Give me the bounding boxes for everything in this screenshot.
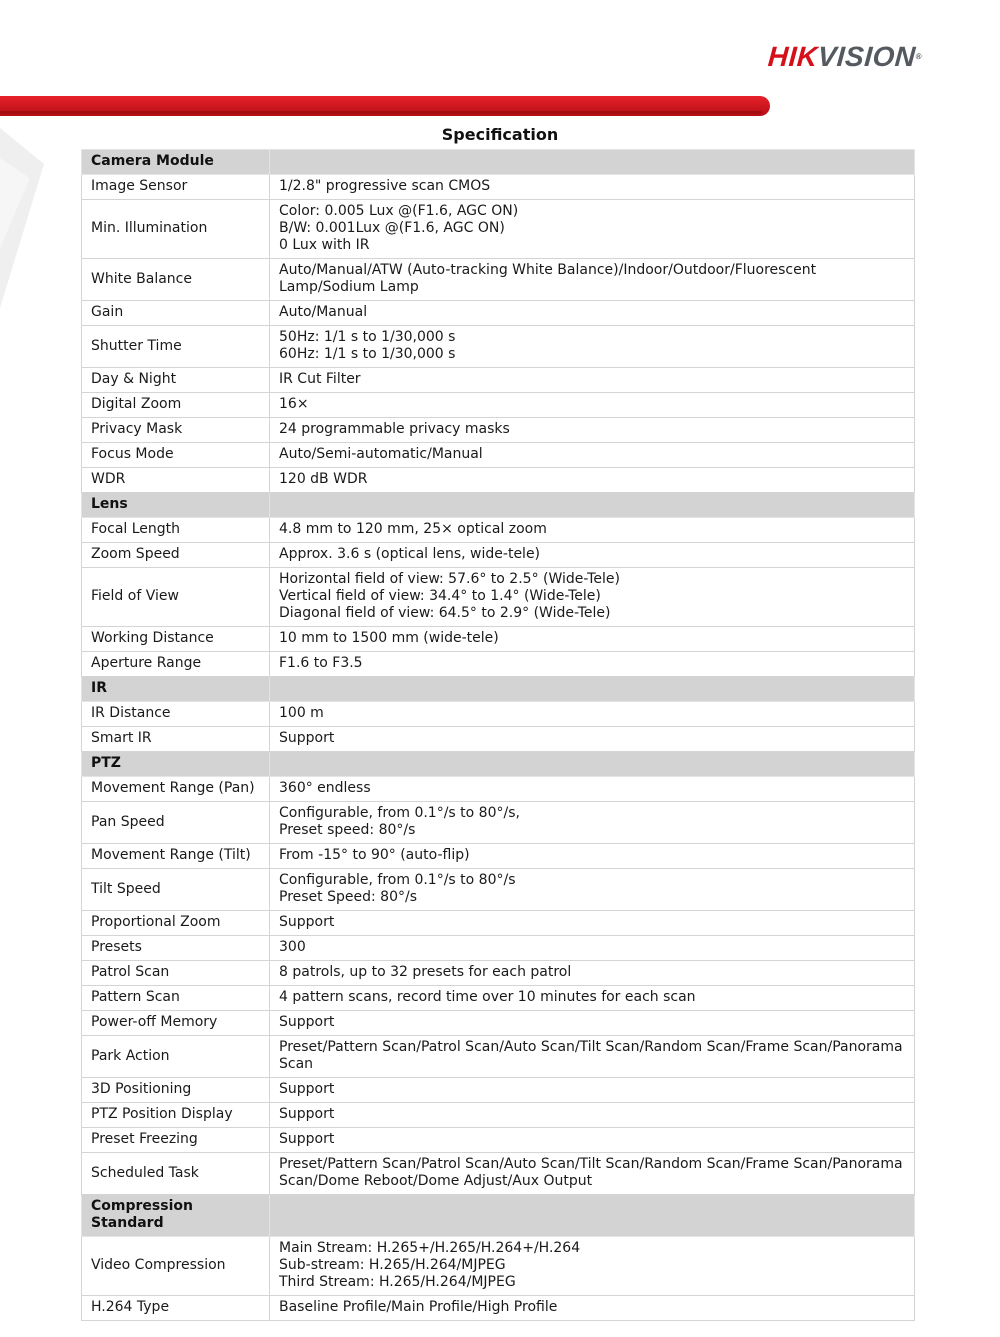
spec-row (82, 702, 915, 727)
spec-value: 300 (270, 936, 915, 961)
watermark-shape-icon (0, 118, 80, 318)
spec-value: Horizontal field of view: 57.6° to 2.5° (Wide-Tele) Vertical field of view: 34.4° to 1.4° (Wide-Tele) Diagonal field of view: 64.5° to 2.9° (Wide-Tele) (270, 568, 915, 627)
spec-row (82, 652, 915, 677)
section-header-row (82, 493, 915, 518)
spec-label: Focus Mode (82, 443, 270, 468)
spec-value: 120 dB WDR (270, 468, 915, 493)
spec-table-body (82, 150, 915, 1321)
spec-value: Configurable, from 0.1°/s to 80°/s, Preset speed: 80°/s (270, 802, 915, 844)
spec-row (82, 869, 915, 911)
spec-label: Day & Night (82, 368, 270, 393)
spec-row (82, 1237, 915, 1296)
spec-row (82, 418, 915, 443)
spec-label: Presets (82, 936, 270, 961)
spec-value: Support (270, 727, 915, 752)
spec-row (82, 844, 915, 869)
spec-row (82, 961, 915, 986)
spec-row (82, 1011, 915, 1036)
spec-label: IR Distance (82, 702, 270, 727)
spec-label: Pan Speed (82, 802, 270, 844)
spec-row (82, 1036, 915, 1078)
spec-row (82, 326, 915, 368)
spec-value: Support (270, 1011, 915, 1036)
section-header-empty-cell (270, 1195, 915, 1237)
spec-label: Min. Illumination (82, 200, 270, 259)
spec-value: Auto/Manual/ATW (Auto-tracking White Balance)/Indoor/Outdoor/Fluorescent Lamp/Sodium Lamp (270, 259, 915, 301)
spec-value: Support (270, 1128, 915, 1153)
spec-label: Digital Zoom (82, 393, 270, 418)
spec-label: Pattern Scan (82, 986, 270, 1011)
section-header-empty-cell (270, 493, 915, 518)
spec-label: Working Distance (82, 627, 270, 652)
section-header-empty-cell (270, 677, 915, 702)
spec-value: 24 programmable privacy masks (270, 418, 915, 443)
spec-value: F1.6 to F3.5 (270, 652, 915, 677)
spec-value: Support (270, 911, 915, 936)
section-header-row (82, 752, 915, 777)
spec-label: Tilt Speed (82, 869, 270, 911)
spec-row (82, 1296, 915, 1321)
spec-label: PTZ Position Display (82, 1103, 270, 1128)
spec-label: Video Compression (82, 1237, 270, 1296)
logo-text-red: HIK (766, 41, 819, 72)
spec-label: 3D Positioning (82, 1078, 270, 1103)
spec-value: Auto/Semi-automatic/Manual (270, 443, 915, 468)
spec-label: Smart IR (82, 727, 270, 752)
section-title: IR (82, 677, 270, 702)
spec-value: Preset/Pattern Scan/Patrol Scan/Auto Scan/Tilt Scan/Random Scan/Frame Scan/Panorama Scan/Dome Reboot/Dome Adjust/Aux Output (270, 1153, 915, 1195)
section-title: PTZ (82, 752, 270, 777)
spec-value: 1/2.8" progressive scan CMOS (270, 175, 915, 200)
spec-value: Main Stream: H.265+/H.265/H.264+/H.264 Sub-stream: H.265/H.264/MJPEG Third Stream: H.265/H.264/MJPEG (270, 1237, 915, 1296)
section-header-row (82, 150, 915, 175)
spec-row (82, 259, 915, 301)
spec-label: WDR (82, 468, 270, 493)
spec-row (82, 301, 915, 326)
spec-row (82, 1103, 915, 1128)
spec-label: Scheduled Task (82, 1153, 270, 1195)
spec-row (82, 727, 915, 752)
spec-label: Zoom Speed (82, 543, 270, 568)
spec-row (82, 802, 915, 844)
spec-value: Approx. 3.6 s (optical lens, wide-tele) (270, 543, 915, 568)
spec-label: Privacy Mask (82, 418, 270, 443)
spec-label: Image Sensor (82, 175, 270, 200)
spec-row (82, 200, 915, 259)
spec-label: Power-off Memory (82, 1011, 270, 1036)
spec-label: Movement Range (Pan) (82, 777, 270, 802)
spec-row (82, 936, 915, 961)
spec-row (82, 627, 915, 652)
spec-row (82, 443, 915, 468)
spec-row (82, 468, 915, 493)
spec-value: 50Hz: 1/1 s to 1/30,000 s 60Hz: 1/1 s to 1/30,000 s (270, 326, 915, 368)
spec-value: Support (270, 1078, 915, 1103)
spec-label: Focal Length (82, 518, 270, 543)
spec-value: Configurable, from 0.1°/s to 80°/s Preset Speed: 80°/s (270, 869, 915, 911)
section-title: Camera Module (82, 150, 270, 175)
section-header-row (82, 1195, 915, 1237)
spec-row (82, 175, 915, 200)
section-header-empty-cell (270, 150, 915, 175)
spec-row (82, 368, 915, 393)
section-header-empty-cell (270, 752, 915, 777)
spec-label: Field of View (82, 568, 270, 627)
spec-row (82, 568, 915, 627)
spec-label: Gain (82, 301, 270, 326)
spec-row (82, 1078, 915, 1103)
section-header-row (82, 677, 915, 702)
spec-label: White Balance (82, 259, 270, 301)
spec-label: Park Action (82, 1036, 270, 1078)
spec-value: 360° endless (270, 777, 915, 802)
spec-row (82, 518, 915, 543)
header-red-bar (0, 96, 770, 116)
spec-label: H.264 Type (82, 1296, 270, 1321)
spec-label: Aperture Range (82, 652, 270, 677)
spec-row (82, 1153, 915, 1195)
spec-value: Auto/Manual (270, 301, 915, 326)
spec-row (82, 1128, 915, 1153)
spec-row (82, 986, 915, 1011)
spec-value: From -15° to 90° (auto-flip) (270, 844, 915, 869)
spec-value: 16× (270, 393, 915, 418)
spec-value: 4.8 mm to 120 mm, 25× optical zoom (270, 518, 915, 543)
spec-value: IR Cut Filter (270, 368, 915, 393)
spec-row (82, 911, 915, 936)
spec-value: 10 mm to 1500 mm (wide-tele) (270, 627, 915, 652)
spec-value: Baseline Profile/Main Profile/High Profile (270, 1296, 915, 1321)
spec-value: Color: 0.005 Lux @(F1.6, AGC ON) B/W: 0.001Lux @(F1.6, AGC ON) 0 Lux with IR (270, 200, 915, 259)
spec-label: Shutter Time (82, 326, 270, 368)
spec-label: Proportional Zoom (82, 911, 270, 936)
spec-row (82, 777, 915, 802)
page-title: Specification (441, 125, 559, 144)
hikvision-logo (767, 40, 923, 74)
spec-value: Preset/Pattern Scan/Patrol Scan/Auto Scan/Tilt Scan/Random Scan/Frame Scan/Panorama Scan (270, 1036, 915, 1078)
spec-value: Support (270, 1103, 915, 1128)
registered-mark: ® (915, 52, 923, 61)
spec-row (82, 543, 915, 568)
spec-label: Preset Freezing (82, 1128, 270, 1153)
section-title: Lens (82, 493, 270, 518)
spec-value: 4 pattern scans, record time over 10 minutes for each scan (270, 986, 915, 1011)
section-title: Compression Standard (82, 1195, 270, 1237)
spec-value: 8 patrols, up to 32 presets for each patrol (270, 961, 915, 986)
spec-label: Patrol Scan (82, 961, 270, 986)
spec-value: 100 m (270, 702, 915, 727)
logo-text-gray: VISION (816, 41, 917, 72)
spec-label: Movement Range (Tilt) (82, 844, 270, 869)
spec-table (81, 149, 915, 1321)
spec-row (82, 393, 915, 418)
